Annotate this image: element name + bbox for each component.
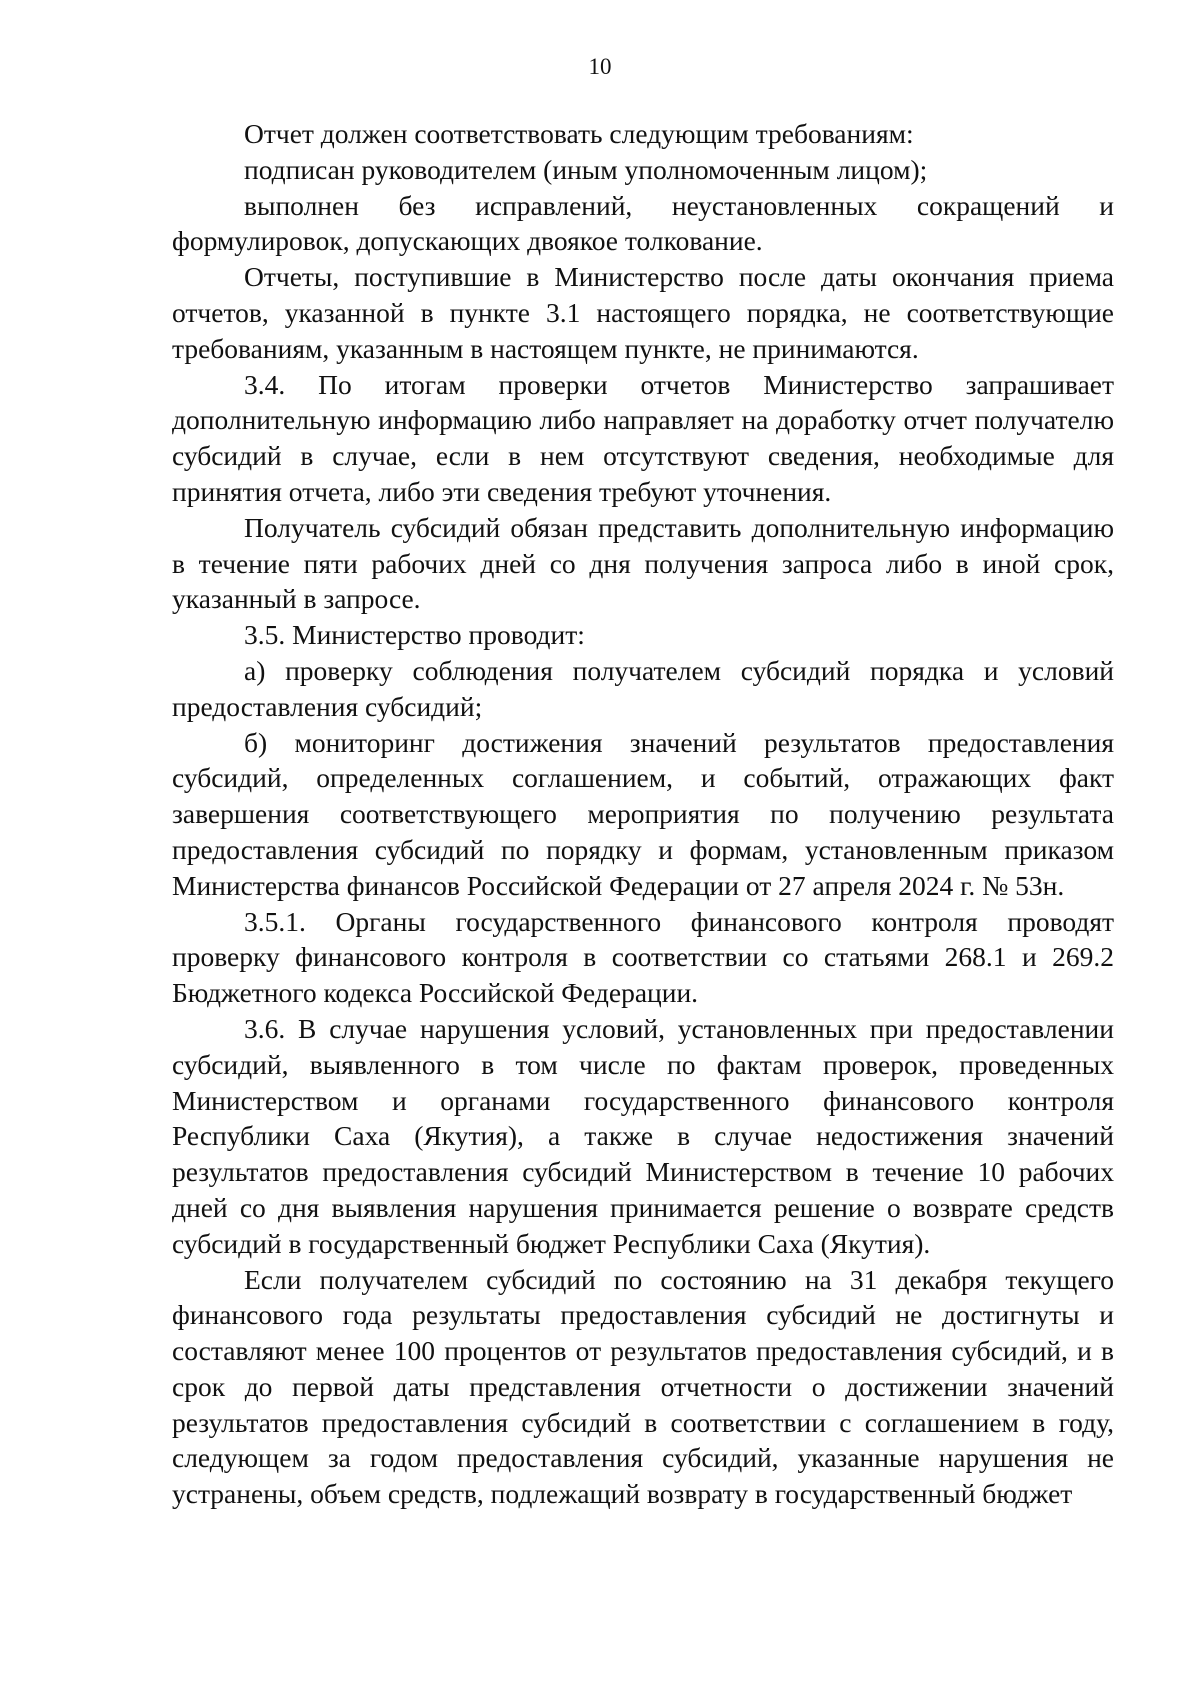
paragraph-late-reports: Отчеты, поступившие в Министерство после даты окончания приема отчетов, указанной в пункте 3.1 настоящего порядка, не соответствующие требованиям, указанным в настоящем пункте, не принимаются. bbox=[172, 261, 1114, 364]
paragraph-3-5-b: б) мониторинг достижения значений результатов предоставления субсидий, определенных соглашением, и событий, отражающих факт завершения соответствующего мероприятия по получению результата предоставления субсидий по порядку и формам, установленным приказом Министерства финансов Российской Федерации от 27 апреля 2024 г. № 53н. bbox=[172, 726, 1114, 901]
page-number: 10 bbox=[588, 54, 612, 79]
paragraph-3-5: 3.5. Министерство проводит: bbox=[244, 619, 585, 651]
paragraph-no-corrections: выполнен без исправлений, неустановленных сокращений и формулировок, допускающих двоякое толкование. bbox=[172, 189, 1114, 257]
paragraph-3-5-a: а) проверку соблюдения получателем субсидий порядка и условий предоставления субсидий; bbox=[172, 654, 1114, 722]
paragraph-3-5-1: 3.5.1. Органы государственного финансового контроля проводят проверку финансового контроля в соответствии со статьями 268.1 и 269.2 Бюджетного кодекса Российской Федерации. bbox=[172, 905, 1114, 1009]
paragraph-result-not-achieved: Если получателем субсидий по состоянию на 31 декабря текущего финансового года результаты предоставления субсидий не достигнуты и составляют менее 100 процентов от результатов предоставления субсидий, и в срок до первой даты представления отчетности о достижении значений результатов предоставления субсидий в соответствии с соглашением в году, следующем за годом предоставления субсидий, указанные нарушения не устранены, объем средств, подлежащий возврату в государственный бюджет bbox=[172, 1263, 1114, 1510]
paragraph-additional-info: Получатель субсидий обязан представить дополнительную информацию в течение пяти рабочих дней со дня получения запроса либо в иной срок, указанный в запросе. bbox=[172, 511, 1114, 615]
paragraph-signed-by-head: подписан руководителем (иным уполномоченным лицом); bbox=[244, 153, 928, 185]
paragraph-report-requirements: Отчет должен соответствовать следующим требованиям: bbox=[244, 118, 914, 149]
document-body bbox=[172, 116, 1114, 1512]
paragraph-3-6: 3.6. В случае нарушения условий, установленных при предоставлении субсидий, выявленного в том числе по фактам проверок, проведенных Министерством и органами государственного финансового контроля Республики Саха (Якутия), а также в случае недостижения значений результатов предоставления субсидий Министерством в течение 10 рабочих дней со дня выявления нарушения принимается решение о возврате средств субсидий в государственный бюджет Республики Саха (Якутия). bbox=[172, 1012, 1114, 1259]
paragraph-3-4: 3.4. По итогам проверки отчетов Министерство запрашивает дополнительную информацию либо направляет на доработку отчет получателю субсидий в случае, если в нем отсутствуют сведения, необходимые для принятия отчета, либо эти сведения требуют уточнения. bbox=[172, 368, 1114, 507]
